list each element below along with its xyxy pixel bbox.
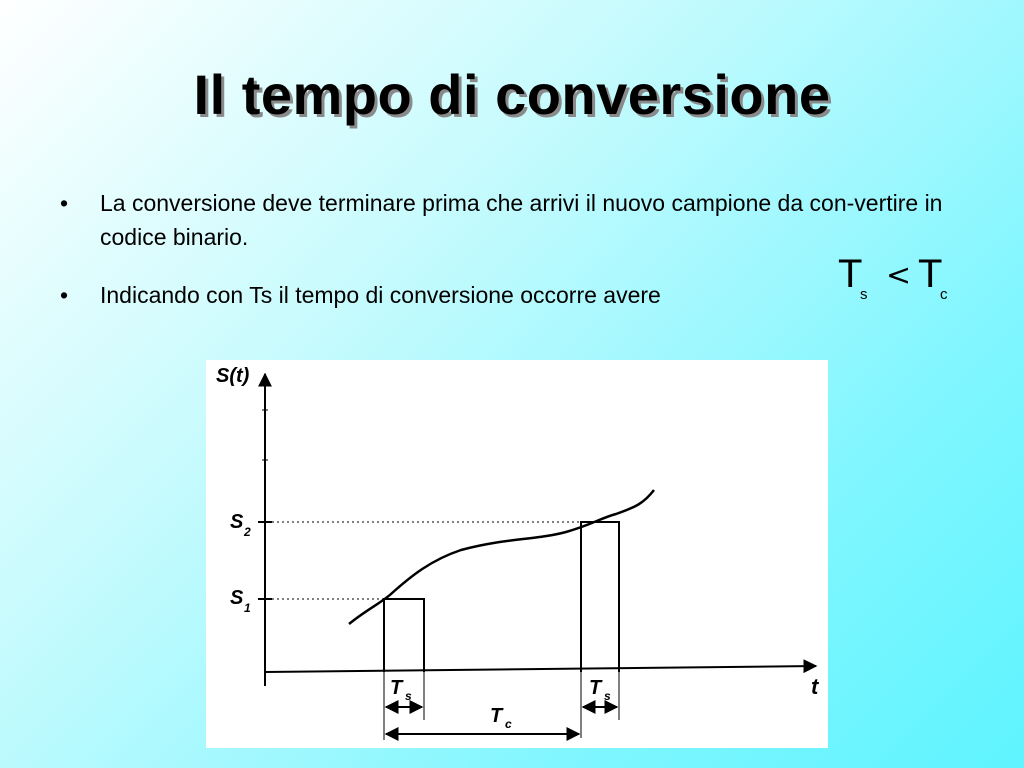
diagram-svg (206, 360, 828, 748)
formula-lhs: T (838, 252, 863, 296)
slide-title: Il tempo di conversione (193, 63, 831, 126)
level-s2-text: S (230, 511, 244, 533)
level-s2-subscript: 2 (244, 525, 251, 539)
formula-operator: < (886, 258, 912, 293)
sample-pulse-1 (384, 599, 424, 672)
x-axis (265, 666, 816, 672)
ts-label-1 (390, 677, 412, 703)
ts-label-1-text: T (390, 677, 403, 699)
sample-pulse-2 (581, 522, 619, 672)
bullet-item-1: • La conversione deve terminare prima che arrivi il nuovo campione da con-vertire in codice binario. (60, 186, 960, 254)
y-axis-label: S(t) (216, 365, 250, 387)
ts-label-2-subscript: s (604, 689, 611, 703)
bullet-list (60, 186, 960, 312)
tc-label-subscript: c (505, 717, 512, 731)
formula-rhs: T (918, 252, 943, 296)
tc-label-text: T (490, 705, 503, 727)
ts-label-1-subscript: s (405, 689, 412, 703)
ts-label-2 (589, 677, 611, 703)
ts-label-2-text: T (589, 677, 602, 699)
formula-lhs-subscript: s (860, 286, 868, 303)
level-s1-subscript: 1 (244, 601, 251, 615)
signal-curve (349, 490, 654, 624)
level-s2-label (230, 511, 251, 539)
level-s1-label (230, 587, 251, 615)
x-axis-label: t (811, 674, 819, 699)
bullet-item-2: • Indicando con Ts il tempo di conversione occorre avere (60, 278, 960, 312)
formula (838, 252, 968, 312)
tc-label (490, 705, 512, 731)
formula-rhs-subscript: c (940, 286, 948, 303)
level-s1-text: S (230, 587, 244, 609)
signal-diagram (206, 360, 828, 748)
